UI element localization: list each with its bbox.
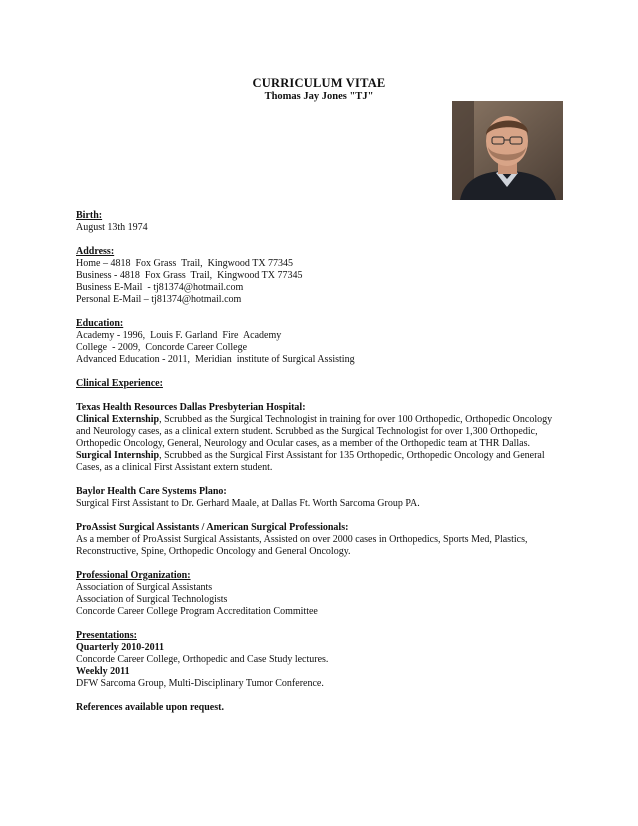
birth-heading: Birth: bbox=[76, 210, 103, 221]
presentations-section bbox=[76, 630, 566, 690]
org-surgical-assistants: Association of Surgical Assistants bbox=[76, 582, 213, 593]
quarterly-text: Concorde Career College, Orthopedic and Case Study lectures. bbox=[76, 654, 329, 665]
internship-label: Surgical Internship bbox=[76, 450, 160, 461]
references-note: References available upon request. bbox=[76, 702, 224, 713]
birth-section bbox=[76, 210, 566, 234]
clinical-section bbox=[76, 378, 566, 558]
texas-health-title: Texas Health Resources Dallas Presbyterian Hospital: bbox=[76, 402, 306, 413]
professional-heading: Professional Organization: bbox=[76, 570, 191, 581]
surgical-internship bbox=[76, 450, 566, 474]
clinical-externship bbox=[76, 414, 566, 450]
education-college: College - 2009, Concorde Career College bbox=[76, 342, 248, 353]
address-home: Home – 4818 Fox Grass Trail, Kingwood TX 77345 bbox=[76, 258, 294, 269]
externship-text: , Scrubbed as the Surgical Technologist in training for over 100 Orthopedic, Orthopedic Oncology and Neurology cases, as a clinical extern student. Scrubbed as the Surgical Technologist for over 1,300 Orthopedic, Orthopedic Oncology, General, Neurology and Ocular cases, as a member of the Orthopedic team at THR Dallas. bbox=[76, 414, 553, 449]
clinical-heading: Clinical Experience: bbox=[76, 378, 163, 389]
weekly-title: Weekly 2011 bbox=[76, 666, 130, 677]
presentations-heading: Presentations: bbox=[76, 630, 137, 641]
education-section bbox=[76, 318, 566, 366]
quarterly-title: Quarterly 2010-2011 bbox=[76, 642, 165, 653]
org-surgical-technologists: Association of Surgical Technologists bbox=[76, 594, 228, 605]
baylor-text: Surgical First Assistant to Dr. Gerhard Maale, at Dallas Ft. Worth Sarcoma Group PA. bbox=[76, 498, 420, 509]
org-accreditation-committee: Concorde Career College Program Accreditation Committee bbox=[76, 606, 318, 617]
business-email: Business E-Mail - tj81374@hotmail.com bbox=[76, 282, 244, 293]
document-title: CURRICULUM VITAE bbox=[252, 76, 386, 90]
internship-text: , Scrubbed as the Surgical First Assistant for 135 Orthopedic, Orthopedic Oncology and General Cases, as a clinical First Assistant extern student. bbox=[76, 450, 545, 473]
address-heading: Address: bbox=[76, 246, 115, 257]
baylor-title: Baylor Health Care Systems Plano: bbox=[76, 486, 227, 497]
person-name: Thomas Jay Jones "TJ" bbox=[264, 91, 374, 102]
education-heading: Education: bbox=[76, 318, 124, 329]
proassist-text: As a member of ProAssist Surgical Assistants, Assisted on over 2000 cases in Orthopedics, Sports Med, Plastics, Reconstructive, Spine, Orthopedic Oncology and General Oncology. bbox=[76, 534, 528, 557]
professional-section bbox=[76, 570, 566, 618]
externship-label: Clinical Externship bbox=[76, 414, 160, 425]
education-advanced: Advanced Education - 2011, Meridian institute of Surgical Assisting bbox=[76, 354, 355, 365]
birth-date: August 13th 1974 bbox=[76, 222, 148, 233]
weekly-text: DFW Sarcoma Group, Multi-Disciplinary Tumor Conference. bbox=[76, 678, 324, 689]
address-section bbox=[76, 246, 566, 306]
personal-email: Personal E-Mail – tj81374@hotmail.com bbox=[76, 294, 242, 305]
address-business: Business - 4818 Fox Grass Trail, Kingwood TX 77345 bbox=[76, 270, 303, 281]
cv-content bbox=[76, 210, 566, 714]
proassist-title: ProAssist Surgical Assistants / American Surgical Professionals: bbox=[76, 522, 349, 533]
profile-photo bbox=[452, 101, 563, 200]
education-academy: Academy - 1996, Louis F. Garland Fire Academy bbox=[76, 330, 282, 341]
